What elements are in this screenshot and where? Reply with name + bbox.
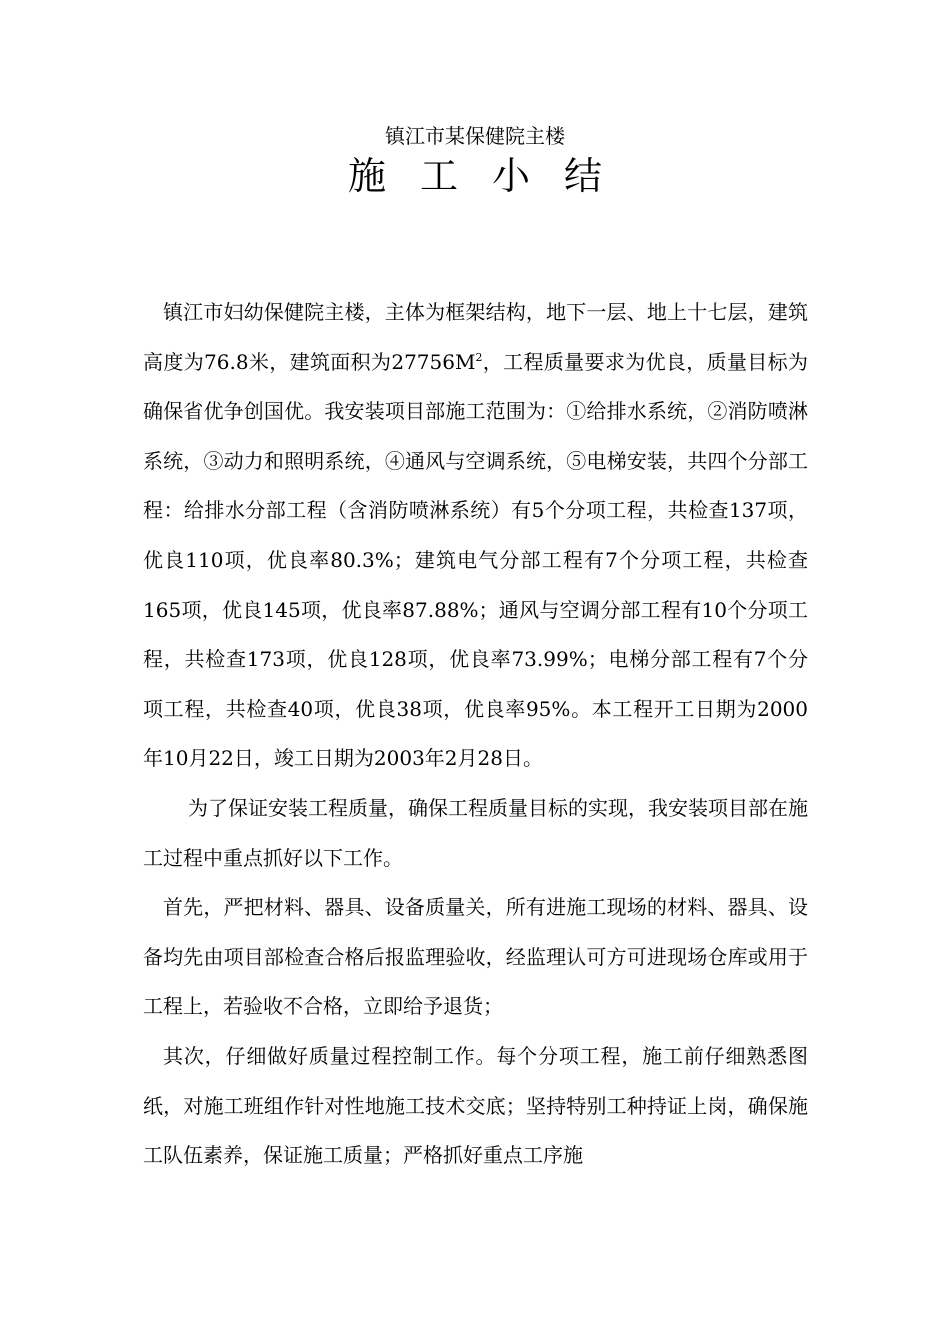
superscript-exponent: 2 [475, 350, 483, 364]
document-subtitle: 镇江市某保健院主楼 [385, 124, 565, 148]
title-char: 小 [492, 154, 531, 198]
title-char: 施 [347, 154, 386, 198]
paragraph-project-overview [143, 288, 808, 784]
paragraph-text: ，工程质量要求为优良，质量目标为确保省优争创国优。我安装项目部施工范围为：①给排水系统，②消防喷淋系统，③动力和照明系统，④通风与空调系统，⑤电梯安装，共四个分部工程：给排水分部工程（含消防喷淋系统）有5个分项工程，共检查137项，优良110项，优良率80.3%；建筑电气分部工程有7个分项工程，共检查165项，优良145项，优良率87.88%；通风与空调分部工程有10个分项工程，共检查173项，优良128项，优良率73.99%；电梯分部工程有7个分项工程，共检查40项，优良38项，优良率95%。本工程开工日期为2000年10月22日，竣工日期为2003年2月28日。 [143, 349, 808, 771]
paragraph-quality-goal: 为了保证安装工程质量，确保工程质量目标的实现，我安装项目部在施工过程中重点抓好以下工作。 [143, 795, 808, 870]
paragraph-process-control: 其次，仔细做好质量过程控制工作。每个分项工程，施工前仔细熟悉图纸，对施工班组作针对性地施工技术交底；坚持特别工种持证上岗，确保施工队伍素养，保证施工质量；严格抓好重点工序施 [143, 1043, 808, 1168]
paragraph-materials-control: 首先，严把材料、器具、设备质量关，所有进施工现场的材料、器具、设备均先由项目部检查合格后报监理验收，经监理认可方可进现场仓库或用于工程上，若验收不合格，立即给予退货； [143, 895, 808, 1019]
document-title [0, 152, 950, 200]
paragraph-text: 镇江市妇幼保健院主楼，主体为框架结构，地下一层、地上十七层，建筑高度为76.8米，建筑面积为27756M [143, 300, 808, 374]
title-char: 工 [419, 154, 458, 198]
document-body [143, 288, 808, 1181]
title-char: 结 [564, 154, 603, 198]
